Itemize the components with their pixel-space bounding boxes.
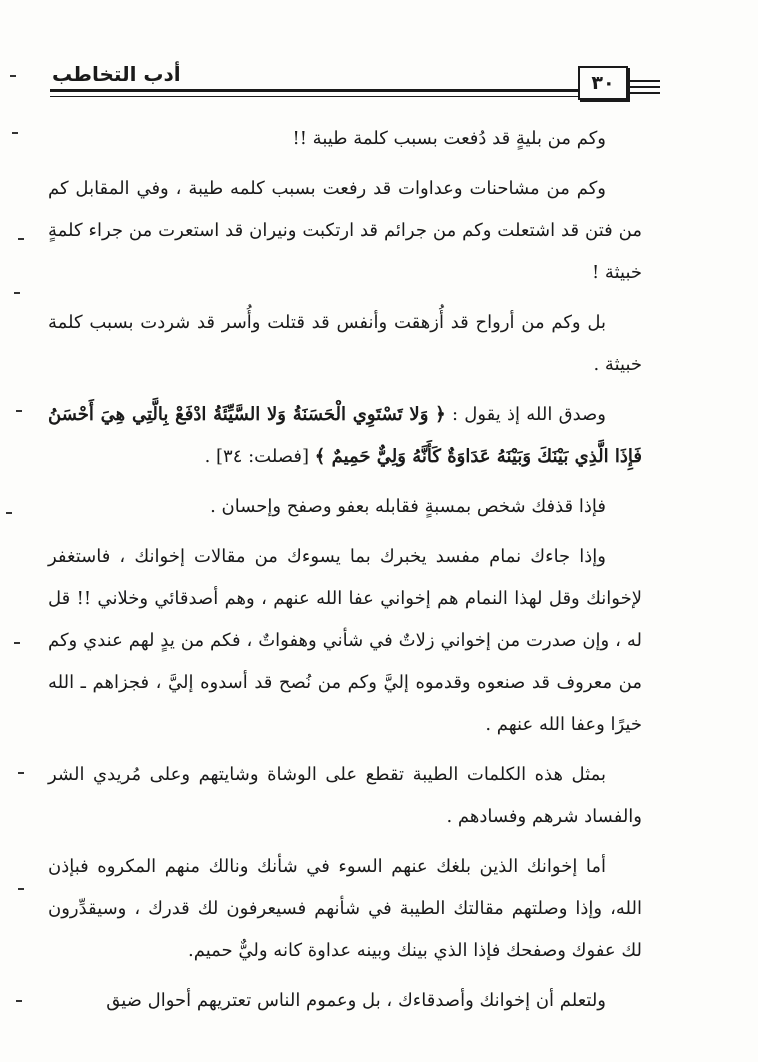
header-rule-right-2	[628, 86, 660, 88]
paragraph-1: وكم من بليةٍ قد دُفعت بسبب كلمة طيبة !!	[292, 128, 606, 149]
scan-margin-mark	[16, 1000, 22, 1002]
verse-reference: [فصلت: ٣٤] .	[204, 446, 315, 467]
paragraph-2: وكم من مشاحنات وعداوات قد رفعت بسبب كلمه طيبة ، وفي المقابل كم من فتن قد اشتعلت وكم من جرائم قد ارتكبت ونيران قد استعرت من جراء كلمةٍ خبيثة !	[48, 178, 642, 283]
paragraph-6: وإذا جاءك نمام مفسد يخبرك بما يسوءك من مقالات إخوانك ، فاستغفر لإخوانك وقل لهذا النمام هم إخواني عفا الله عنهم ، وهم أصدقائي وخلاني !! قل له ، وإن صدرت من إخواني زلاتٌ في شأني وهفواتٌ ، فكم من يدٍ لهم عندي وكم من معروف قد صنعوه وقدموه إليَّ وكم من نُصح قد أسدوه إليَّ ، فجزاهم ـ الله خيرًا وعفا الله عنهم .	[48, 546, 642, 735]
scan-margin-mark	[6, 512, 12, 514]
quote-intro: وصدق الله إذ يقول :	[445, 404, 607, 425]
scan-margin-mark	[14, 292, 20, 294]
header-rule-right-3	[628, 92, 660, 94]
paragraph-5: فإذا قذفك شخص بمسبةٍ فقابله بعفو وصفح وإحسان .	[210, 496, 606, 517]
scan-margin-mark	[10, 75, 16, 77]
header-rule-thin	[50, 96, 578, 97]
scan-margin-mark	[14, 642, 20, 644]
paragraph-3: بل وكم من أرواح قد أُزهقت وأنفس قد قتلت وأُسر قد شردت بسبب كلمة خبيثة .	[48, 312, 642, 375]
page-body	[48, 118, 642, 1030]
paragraph-7: بمثل هذه الكلمات الطيبة تقطع على الوشاة وشايتهم وعلى مُريدي الشر والفساد شرهم وفسادهم .	[48, 764, 642, 827]
paragraph-8: أما إخوانك الذين بلغك عنهم السوء في شأنك ونالك منهم المكروه فبإذن الله، وإذا وصلتهم مقالتك الطيبة في شأنهم فسيعرفون لك قدرك ، وسيقدِّرون لك عفوك وصفحك فإذا الذي بينك وبينه عداوة كانه وليٌّ حميم.	[48, 856, 642, 961]
scan-margin-mark	[18, 238, 24, 240]
scan-margin-mark	[12, 132, 18, 134]
scan-margin-mark	[18, 888, 24, 890]
header-rule-right-1	[628, 80, 660, 82]
paragraph-9: ولتعلم أن إخوانك وأصدقاءك ، بل وعموم الناس تعتريهم أحوال ضيق	[106, 990, 606, 1011]
header-rule-thick	[50, 89, 578, 92]
paragraph-4	[48, 394, 642, 478]
quran-verse: ﴿ وَلا تَسْتَوِي الْحَسَنَةُ وَلا السَّيِّئَةُ ادْفَعْ بِالَّتِي هِيَ أَحْسَنُ فَإِذَا الَّذِي بَيْنَكَ وَبَيْنَهُ عَدَاوَةٌ كَأَنَّهُ وَلِيٌّ حَمِيمٌ ﴾	[48, 404, 642, 467]
page-header	[50, 60, 660, 100]
page-number: ٣٠	[578, 66, 628, 100]
scan-margin-mark	[18, 772, 24, 774]
scan-margin-mark	[16, 410, 22, 412]
book-title: أدب التخاطب	[52, 62, 181, 86]
